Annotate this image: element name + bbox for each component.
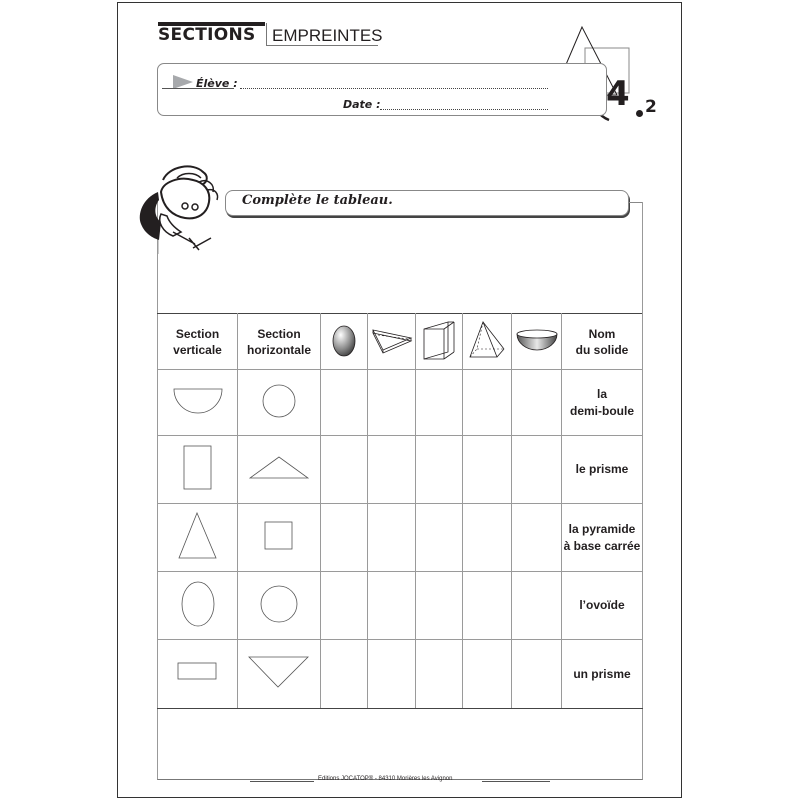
- solid-name-cell: la pyramide à base carrée: [562, 504, 643, 572]
- answer-cell[interactable]: [463, 436, 512, 504]
- page-title: SECTIONS: [158, 25, 256, 45]
- answer-cell[interactable]: [512, 504, 562, 572]
- header-horizontal: Section horizontale: [238, 314, 321, 370]
- section-subnumber: 2: [645, 97, 657, 117]
- square-shape-icon: [264, 521, 294, 551]
- header-vertical: Section verticale: [158, 314, 238, 370]
- solid-name-cell: l’ovoïde: [562, 572, 643, 640]
- horizontal-section-cell: [238, 572, 321, 640]
- table-row: [158, 572, 643, 640]
- header-solid-egg: [321, 314, 368, 370]
- answer-cell[interactable]: [321, 436, 368, 504]
- table-row: [158, 504, 643, 572]
- table-header-row: [158, 314, 643, 370]
- vertical-section-cell: [158, 640, 238, 709]
- answer-cell[interactable]: [512, 572, 562, 640]
- answer-cell[interactable]: [321, 504, 368, 572]
- page-subtitle: EMPREINTES: [272, 26, 383, 45]
- instruction-text: Complète le tableau.: [242, 193, 393, 208]
- egg-ovoid-icon: [331, 323, 357, 357]
- sections-table: [157, 313, 643, 709]
- horizontal-section-cell: [238, 436, 321, 504]
- horizontal-section-cell: [238, 504, 321, 572]
- answer-cell[interactable]: [321, 370, 368, 436]
- vertical-section-cell: [158, 370, 238, 436]
- answer-cell[interactable]: [368, 436, 416, 504]
- answer-cell[interactable]: [416, 436, 463, 504]
- section-number-dot: [636, 110, 643, 117]
- answer-cell[interactable]: [368, 504, 416, 572]
- answer-cell[interactable]: [416, 370, 463, 436]
- answer-cell[interactable]: [512, 436, 562, 504]
- date-label: Date :: [343, 98, 381, 111]
- wide-triangle-shape-icon: [249, 456, 309, 480]
- prism-box-icon: [421, 319, 457, 361]
- table-row: [158, 370, 643, 436]
- header-solid-hemisphere: [512, 314, 562, 370]
- answer-cell[interactable]: [368, 370, 416, 436]
- answer-cell[interactable]: [416, 504, 463, 572]
- triangular-prism-icon: [370, 325, 414, 355]
- tall-rectangle-shape-icon: [183, 445, 213, 491]
- title-divider: [266, 23, 267, 45]
- header-solid-triangular-prism: [368, 314, 416, 370]
- answer-cell[interactable]: [321, 640, 368, 709]
- solid-name-cell: un prisme: [562, 640, 643, 709]
- flat-rectangle-shape-icon: [177, 662, 219, 682]
- date-input[interactable]: [380, 108, 548, 110]
- answer-cell[interactable]: [463, 572, 512, 640]
- vertical-section-cell: [158, 436, 238, 504]
- footer-line-right: [482, 781, 550, 782]
- header-solid-prism: [416, 314, 463, 370]
- solid-name-cell: la demi-boule: [562, 370, 643, 436]
- answer-cell[interactable]: [512, 640, 562, 709]
- header-name: Nom du solide: [562, 314, 643, 370]
- vertical-section-cell: [158, 572, 238, 640]
- eleve-input[interactable]: [240, 87, 548, 89]
- header-solid-pyramid: [463, 314, 512, 370]
- circle-shape-icon: [261, 383, 297, 419]
- answer-cell[interactable]: [321, 572, 368, 640]
- arrow-right-icon: [173, 75, 193, 89]
- answer-cell[interactable]: [463, 370, 512, 436]
- ellipse-shape-icon: [180, 580, 216, 628]
- horizontal-section-cell: [238, 640, 321, 709]
- circle-shape-icon: [259, 584, 299, 624]
- answer-cell[interactable]: [512, 370, 562, 436]
- solid-name-cell: le prisme: [562, 436, 643, 504]
- instruction-connector: [629, 202, 642, 203]
- footer-line-left: [250, 781, 314, 782]
- inverted-triangle-shape-icon: [248, 656, 310, 688]
- answer-cell[interactable]: [463, 640, 512, 709]
- table-row: [158, 436, 643, 504]
- tall-triangle-shape-icon: [178, 512, 218, 560]
- square-pyramid-icon: [467, 319, 507, 361]
- answer-cell[interactable]: [463, 504, 512, 572]
- footer-publisher: Editions JOCATOP® - 84310 Morières les Avignon: [318, 776, 453, 782]
- eleve-label: Élève :: [196, 77, 238, 90]
- answer-cell[interactable]: [416, 572, 463, 640]
- table-row: [158, 640, 643, 709]
- answer-cell[interactable]: [368, 572, 416, 640]
- section-number: 4: [606, 74, 630, 114]
- hemisphere-bowl-icon: [515, 327, 559, 353]
- vertical-section-cell: [158, 504, 238, 572]
- half-disc-shape-icon: [173, 388, 223, 414]
- answer-cell[interactable]: [368, 640, 416, 709]
- answer-cell[interactable]: [416, 640, 463, 709]
- mascot-writing-icon: [133, 162, 233, 254]
- horizontal-section-cell: [238, 370, 321, 436]
